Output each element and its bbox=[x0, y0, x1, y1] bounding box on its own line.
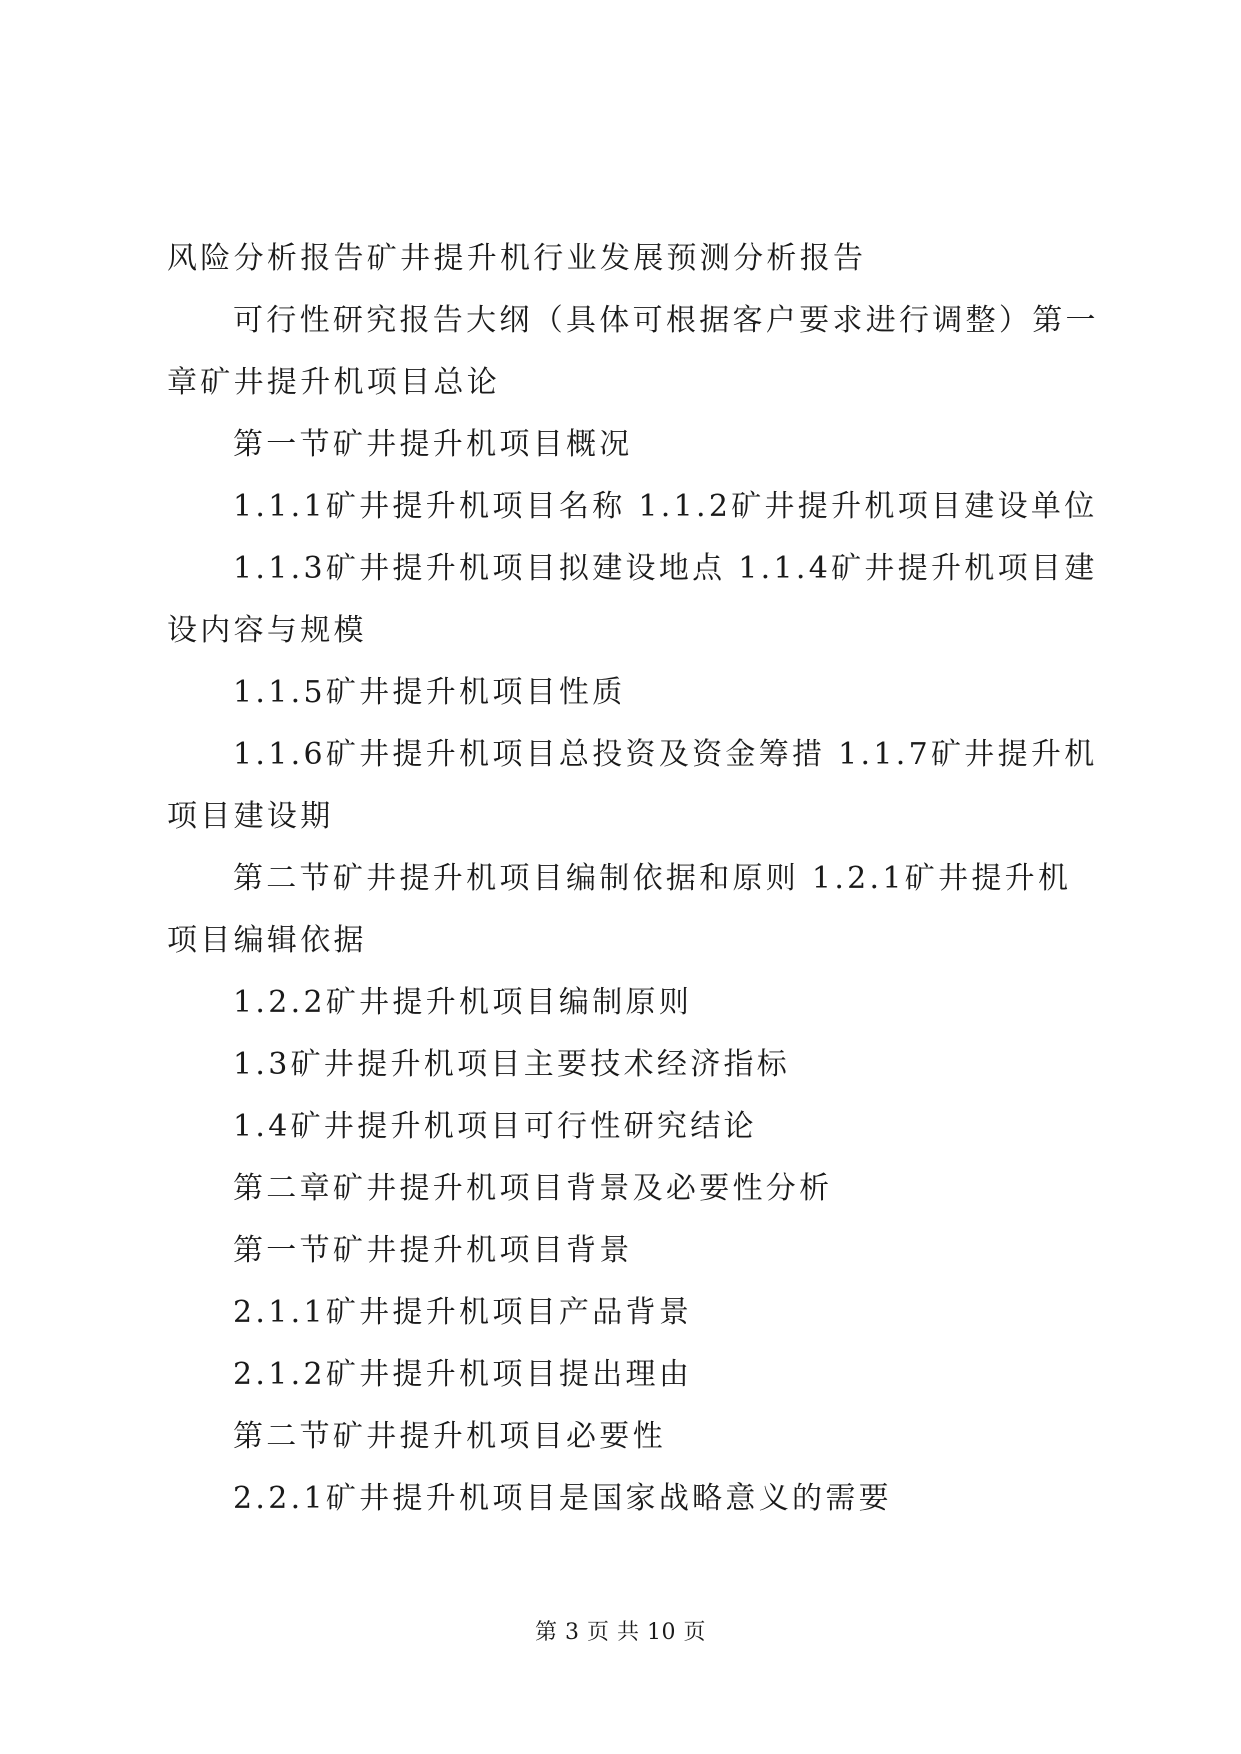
text-line: 项目编辑依据 bbox=[167, 923, 367, 958]
text-line: 第一节矿井提升机项目概况 bbox=[233, 427, 633, 462]
text-line: 第二章矿井提升机项目背景及必要性分析 bbox=[233, 1171, 833, 1206]
text-line: 项目建设期 bbox=[167, 799, 334, 834]
text-line: 1.3矿井提升机项目主要技术经济指标 bbox=[233, 1047, 791, 1082]
text-line: 1.1.5矿井提升机项目性质 bbox=[233, 675, 626, 710]
page-footer bbox=[0, 1618, 1241, 1648]
text-line: 1.2.2矿井提升机项目编制原则 bbox=[233, 985, 693, 1020]
text-line: 第二节矿井提升机项目必要性 bbox=[233, 1419, 666, 1454]
text-line: 2.2.1矿井提升机项目是国家战略意义的需要 bbox=[233, 1481, 892, 1516]
text-line: 1.4矿井提升机项目可行性研究结论 bbox=[233, 1109, 757, 1144]
document-body bbox=[167, 228, 1099, 1530]
text-line: 1.1.3矿井提升机项目拟建设地点 1.1.4矿井提升机项目建 bbox=[233, 551, 1098, 586]
text-line: 第一节矿井提升机项目背景 bbox=[233, 1233, 633, 1268]
text-line: 第二节矿井提升机项目编制依据和原则 1.2.1矿井提升机 bbox=[233, 861, 1072, 896]
text-line: 设内容与规模 bbox=[167, 613, 367, 648]
text-line: 2.1.1矿井提升机项目产品背景 bbox=[233, 1295, 693, 1330]
page-number-label: 第 3 页 共 10 页 bbox=[535, 1620, 706, 1645]
text-line: 2.1.2矿井提升机项目提出理由 bbox=[233, 1357, 693, 1392]
text-line: 1.1.6矿井提升机项目总投资及资金筹措 1.1.7矿井提升机 bbox=[233, 737, 1098, 772]
text-line: 章矿井提升机项目总论 bbox=[167, 365, 500, 400]
text-line: 可行性研究报告大纲（具体可根据客户要求进行调整）第一 bbox=[233, 303, 1099, 338]
text-line: 风险分析报告矿井提升机行业发展预测分析报告 bbox=[167, 241, 867, 276]
text-line: 1.1.1矿井提升机项目名称 1.1.2矿井提升机项目建设单位 bbox=[233, 489, 1098, 524]
